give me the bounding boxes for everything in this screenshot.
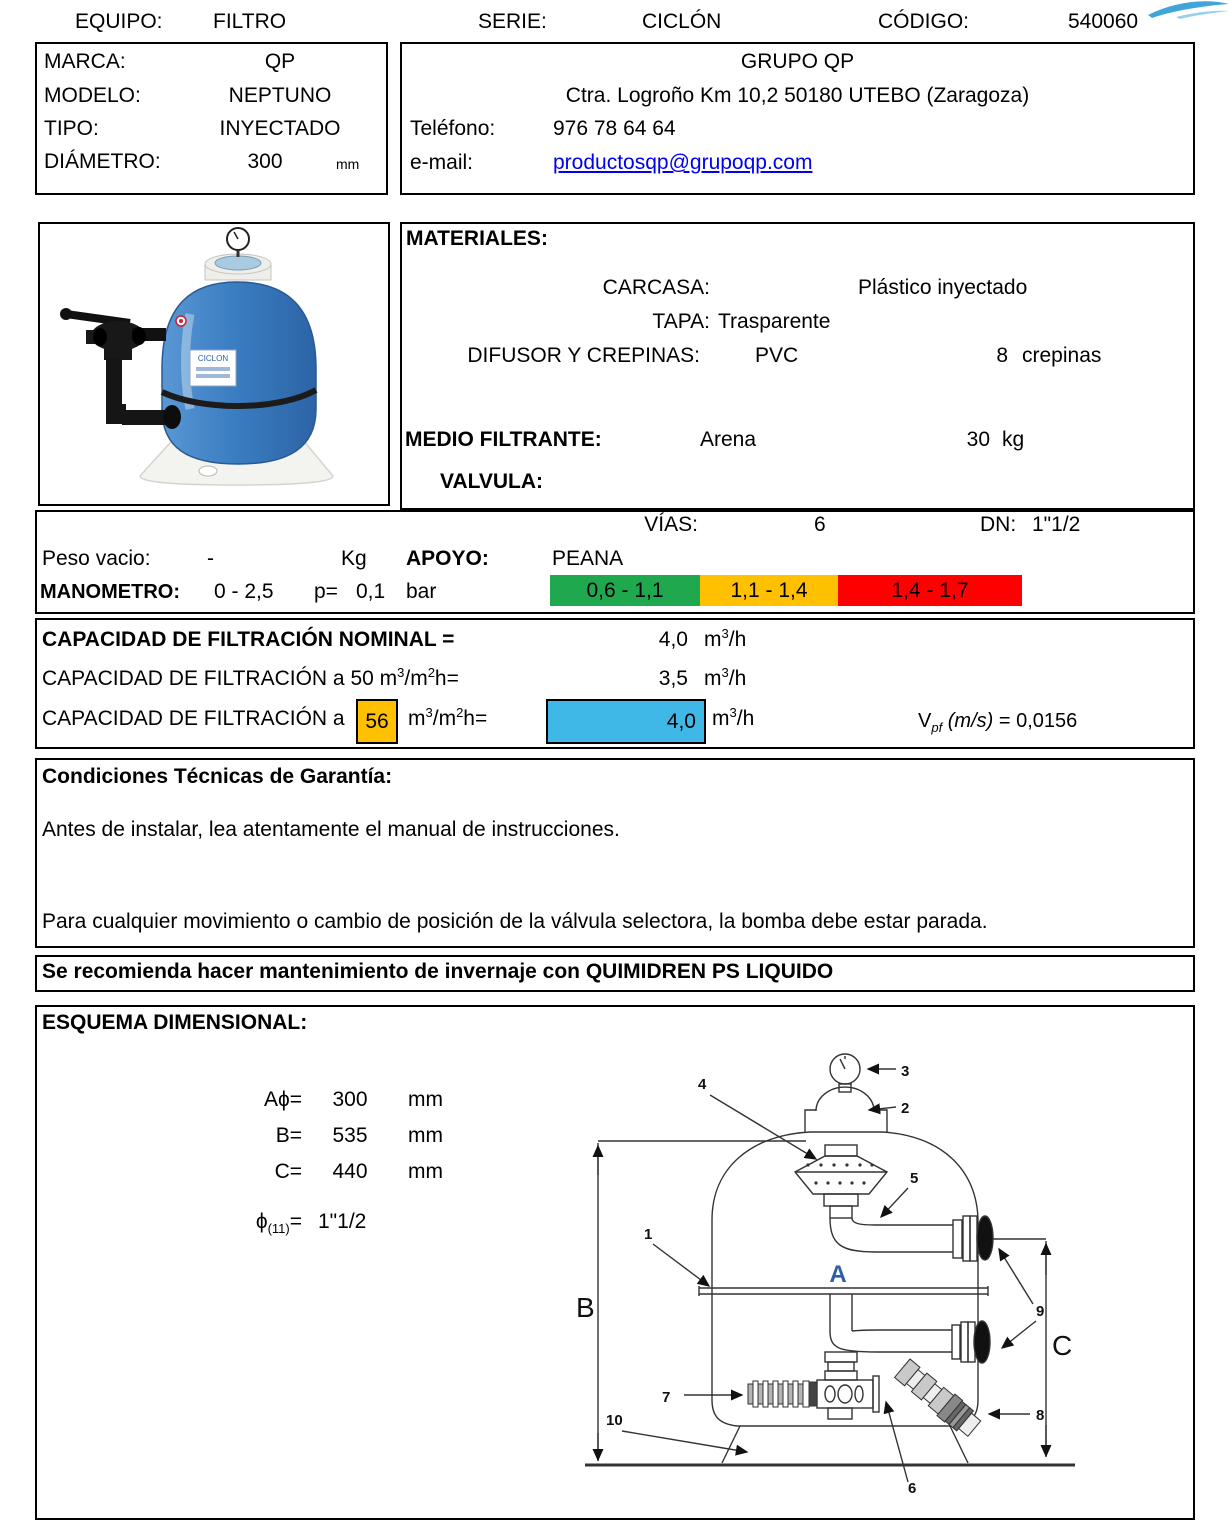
tapa-label: TAPA: [652, 310, 710, 333]
unit-m: m [408, 707, 426, 730]
diagram-dim-b: B [576, 1292, 595, 1323]
capacity-row1-unit [704, 628, 746, 652]
medio-unit: kg [1002, 428, 1025, 451]
dim-b-label: B= [275, 1124, 302, 1147]
unit-m: m [704, 667, 722, 690]
valve-union-left [93, 328, 107, 346]
vpf-line [918, 710, 1077, 733]
tipo-value: INYECTADO [219, 117, 341, 140]
equipo-value: FILTRO [213, 10, 287, 33]
row2-per-m: /m [404, 667, 428, 690]
pressure-zone-green: 0,6 - 1,1 [550, 575, 700, 606]
manometro-unit: bar [406, 580, 437, 603]
lower-elbow [830, 1330, 877, 1352]
tank-label-text: CICLON [197, 354, 229, 363]
callout-10: 10 [606, 1412, 623, 1429]
diffuser-body [795, 1156, 887, 1194]
callout-9-arrow-upper [999, 1249, 1033, 1304]
materials-title: MATERIALES: [406, 227, 548, 250]
callout-6: 6 [908, 1480, 917, 1497]
pressure-zone-amber: 1,1 - 1,4 [700, 575, 838, 606]
vpf-value: 0,0156 [1016, 710, 1078, 732]
vpf-ms: (m/s) [947, 710, 994, 732]
dim-c-label: C= [274, 1160, 302, 1183]
product-photo-box [38, 222, 390, 506]
difusor-label: DIFUSOR Y CREPINAS: [467, 344, 700, 367]
label-line-1 [196, 367, 230, 371]
sight-glass-window-3 [855, 1386, 863, 1402]
lid-dome [816, 1087, 874, 1111]
medio-filtrante-label: MEDIO FILTRANTE: [405, 428, 602, 451]
callout-4-arrow [710, 1095, 816, 1159]
diametro-label: DIÁMETRO: [44, 150, 161, 173]
unit-m: m [712, 707, 730, 730]
callout-5: 5 [910, 1170, 919, 1187]
callout-7: 7 [662, 1389, 671, 1406]
unit-sup3: 3 [721, 665, 729, 680]
upper-coupler-1 [953, 1220, 962, 1258]
pipe-ring-1 [825, 1352, 857, 1362]
medio-qty: 30 [966, 428, 990, 451]
ribbed-hose [748, 1381, 817, 1407]
upper-connection-cap [977, 1216, 993, 1260]
carcasa-value: Plástico inyectado [858, 276, 1028, 299]
peso-value: - [207, 547, 214, 570]
valvula-label: VALVULA: [440, 470, 544, 493]
gauge-stem [839, 1084, 851, 1092]
capacity-row2-label [42, 667, 459, 691]
diffuser-cap [825, 1145, 857, 1156]
unit-m: m [704, 628, 722, 651]
sight-glass-drain [828, 1408, 852, 1419]
lower-connection-cap [974, 1321, 990, 1363]
sight-glass-window-2 [838, 1385, 852, 1403]
capacity-result-highlight: 4,0 [546, 699, 706, 744]
valve-down-pipe [106, 358, 122, 408]
unit-per-h: /h [736, 707, 755, 730]
dim-a-label: Aϕ= [263, 1088, 302, 1111]
medio-filtrante-value: Arena [700, 428, 757, 451]
unit-per-h: /h [728, 628, 747, 651]
dim-phi-label [150, 1210, 302, 1234]
swoosh-icon-light [1176, 11, 1229, 19]
upper-coupler-2 [963, 1216, 970, 1261]
manometro-p-label: p= [314, 580, 338, 603]
callout-10-arrow [622, 1431, 747, 1452]
callout-6-arrow [886, 1402, 908, 1482]
vpf-v: V [918, 710, 932, 732]
modelo-label: MODELO: [44, 84, 141, 107]
upper-elbow [830, 1218, 875, 1252]
email-label: e-mail: [410, 151, 474, 174]
company-address: Ctra. Logroño Km 10,2 50180 UTEBO (Zaragoza) [565, 84, 1030, 107]
dn-label: DN: [980, 513, 1017, 536]
unit-per-h: /h [728, 667, 747, 690]
dim-a-value: 300 [332, 1088, 368, 1111]
brand-swoosh-logo [1146, 0, 1230, 20]
marca-label: MARCA: [44, 50, 126, 73]
apoyo-label: APOYO: [406, 547, 489, 570]
tank-brand-dot-center [179, 319, 183, 323]
unit-sup3: 3 [721, 626, 729, 641]
row2-pre: CAPACIDAD DE FILTRACIÓN a 50 m [42, 667, 398, 690]
vpf-sub: pf [931, 720, 943, 735]
email-link[interactable]: productosqp@grupoqp.com [553, 151, 813, 174]
dim-c-unit: mm [408, 1160, 443, 1183]
lower-coupler-1 [952, 1325, 960, 1359]
diffuser-neck [824, 1194, 858, 1206]
capacity-row3-label: CAPACIDAD DE FILTRACIÓN a [42, 707, 345, 730]
vias-label: VÍAS: [644, 513, 698, 536]
pressure-zone-red: 1,4 - 1,7 [838, 575, 1022, 606]
apoyo-value: PEANA [552, 547, 624, 570]
valve-handle-knob [60, 308, 72, 320]
valve-union-right [132, 327, 146, 345]
warranty-line-2: Para cualquier movimiento o cambio de posición de la válvula selectora, la bomba debe estar parada. [42, 910, 988, 933]
unit-h-eq: h= [463, 707, 488, 730]
unit-per-m: /m [432, 707, 457, 730]
warranty-title: Condiciones Técnicas de Garantía: [42, 765, 393, 788]
pipe-ring-2 [828, 1362, 854, 1371]
row2-h-eq: h= [434, 667, 459, 690]
dim-c-value: 440 [332, 1160, 368, 1183]
crepinas-word: crepinas [1022, 344, 1102, 367]
modelo-value: NEPTUNO [228, 84, 332, 107]
diametro-unit: mm [336, 156, 360, 172]
upper-coupler-3 [970, 1216, 977, 1261]
pedestal-edges [722, 1426, 968, 1463]
standpipe-segment [830, 1206, 852, 1218]
capacity-row3-unit-label [408, 707, 487, 731]
capacity-row2-unit [704, 667, 746, 691]
schema-title: ESQUEMA DIMENSIONAL: [42, 1011, 308, 1034]
phi-symbol: ϕ [255, 1210, 268, 1233]
manometro-range: 0 - 2,5 [214, 580, 274, 603]
filtration-rate-highlight: 56 [356, 699, 398, 744]
diagram-dim-a: A [829, 1261, 847, 1288]
peso-unit: Kg [341, 547, 367, 570]
phi-sub: (11) [267, 1221, 290, 1236]
pipe-ring-3 [825, 1371, 857, 1380]
callout-1: 1 [644, 1226, 653, 1243]
callout-5-arrow [881, 1188, 908, 1217]
marca-value: QP [264, 50, 296, 73]
unit-sup3: 3 [425, 705, 433, 720]
warranty-line-1: Antes de instalar, lea atentamente el manual de instrucciones. [42, 818, 620, 841]
dim-b-value: 535 [332, 1124, 368, 1147]
callout-3: 3 [901, 1063, 910, 1080]
drain-barb-fitting [893, 1357, 983, 1439]
capacity-row2-value: 3,5 [658, 667, 688, 690]
clear-lid [215, 256, 261, 270]
row2-sup2: 2 [427, 665, 435, 680]
capacity-row1-label: CAPACIDAD DE FILTRACIÓN NOMINAL = [42, 628, 455, 651]
carcasa-label: CARCASA: [602, 276, 710, 299]
tipo-label: TIPO: [44, 117, 99, 140]
equipo-label: EQUIPO: [75, 10, 163, 33]
company-name: GRUPO QP [740, 50, 855, 73]
callout-4: 4 [698, 1076, 707, 1093]
unit-sup2: 2 [456, 705, 464, 720]
valve-body-lower [104, 336, 132, 360]
sight-glass-window-1 [825, 1386, 835, 1402]
diametro-value: 300 [247, 150, 283, 173]
dim-b-unit: mm [408, 1124, 443, 1147]
codigo-label: CÓDIGO: [878, 10, 970, 33]
unit-sup3: 3 [729, 705, 737, 720]
lower-coupler-2 [961, 1322, 968, 1362]
phone-label: Teléfono: [410, 117, 496, 140]
callout-9: 9 [1036, 1303, 1045, 1320]
peso-label: Peso vacio: [42, 547, 151, 570]
callout-9-arrow-lower [1002, 1321, 1036, 1348]
dim-phi-value: 1"1/2 [318, 1210, 367, 1233]
sight-glass-endplate [873, 1376, 879, 1412]
codigo-value: 540060 [1068, 10, 1139, 33]
dn-value: 1"1/2 [1032, 513, 1081, 536]
label-line-2 [196, 374, 230, 378]
callout-8: 8 [1036, 1407, 1045, 1424]
tank-highlight [186, 314, 191, 409]
diffuser-holes [806, 1163, 873, 1184]
collar-outline [805, 1110, 887, 1132]
manometro-label: MANOMETRO: [40, 581, 180, 603]
row2-sup3: 3 [397, 665, 405, 680]
capacity-row1-value: 4,0 [658, 628, 688, 651]
tapa-value: Trasparente [718, 310, 831, 333]
recommendation-text: Se recomienda hacer mantenimiento de invernaje con QUIMIDREN PS LIQUIDO [42, 960, 834, 983]
product-photo [40, 224, 388, 504]
serie-value: CICLÓN [642, 10, 722, 33]
dimensional-diagram [490, 1045, 1170, 1505]
drain-spout [199, 466, 217, 476]
valve-union-tank [163, 405, 181, 429]
manometro-p-value: 0,1 [356, 580, 386, 603]
vias-value: 6 [814, 513, 826, 536]
diagram-dim-c: C [1052, 1330, 1073, 1361]
gauge-needle [840, 1059, 845, 1069]
callout-1-arrow [653, 1244, 709, 1286]
phi-eq: = [289, 1210, 302, 1233]
phone-value: 976 78 64 64 [553, 117, 676, 140]
vpf-eq: = [998, 710, 1011, 732]
serie-label: SERIE: [478, 10, 547, 33]
difusor-value: PVC [755, 344, 799, 367]
callout-2: 2 [901, 1100, 910, 1117]
dim-a-unit: mm [408, 1088, 443, 1111]
capacity-row3-unit [712, 707, 754, 731]
crepinas-qty: 8 [996, 344, 1008, 367]
